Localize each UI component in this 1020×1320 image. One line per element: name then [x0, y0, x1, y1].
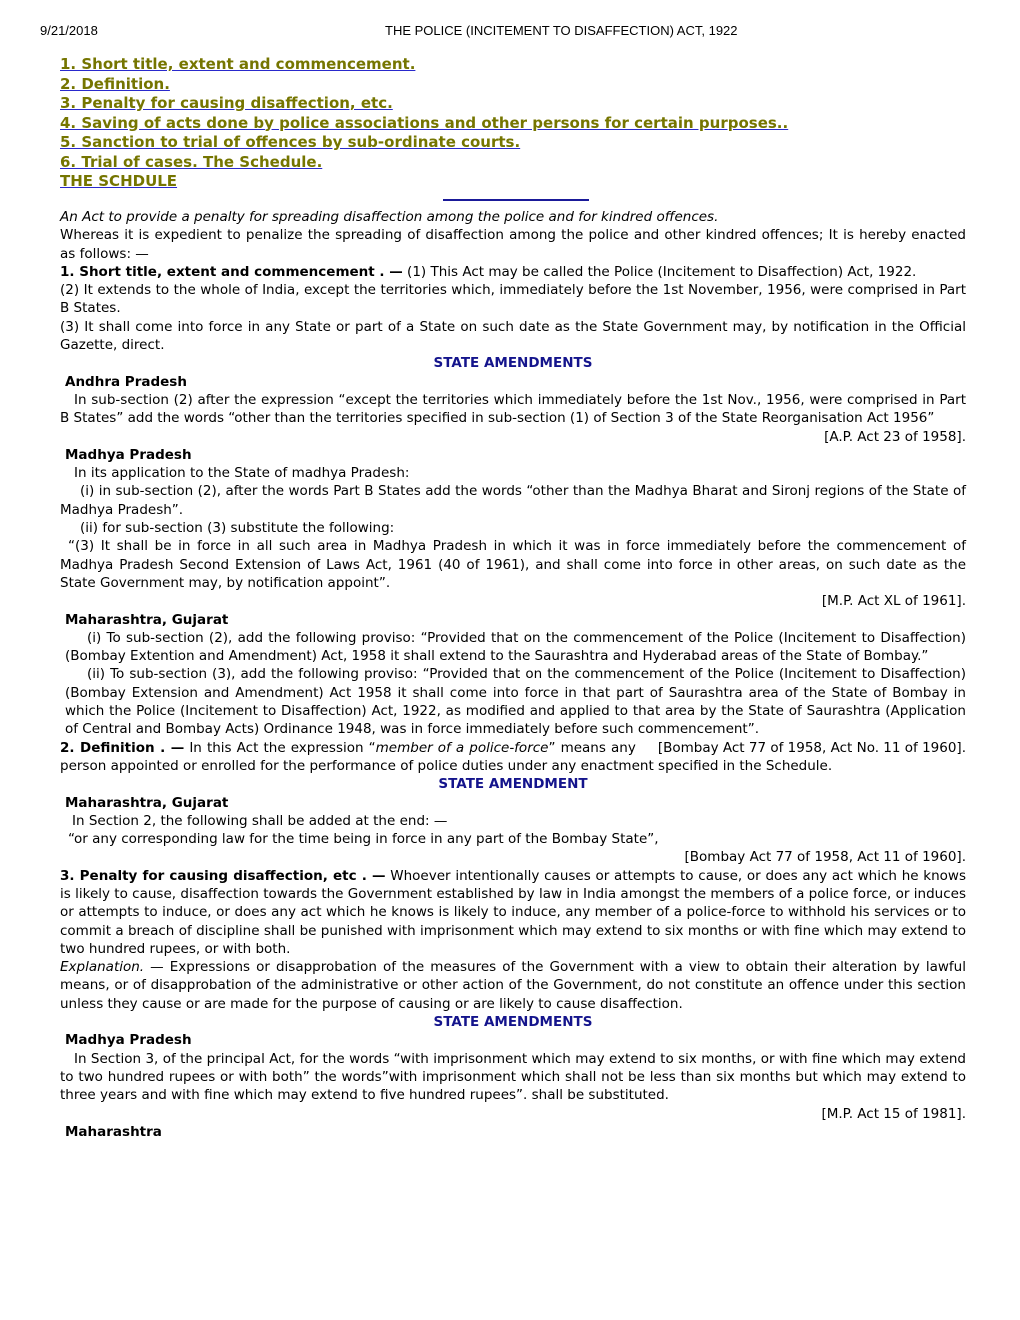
separator-rule: [443, 199, 589, 201]
state-amendments-heading-3: STATE AMENDMENTS: [433, 1014, 593, 1031]
citation-mp-act-xl-1961: [M.P. Act XL of 1961].: [821, 593, 966, 610]
andhra-amendment-paragraph: In sub-section (2) after the expression “except the territories which immediately before the 1st Nov., 1956, were comprised in Part B States” add the words “other than the territories specified in sub-section (1) of Section 3 of the State Reorganisation Act 1956”: [60, 391, 966, 427]
toc-row: [60, 75, 788, 95]
state-heading-maharashtra-3: Maharashtra: [65, 1123, 162, 1140]
madhya2-amendment-paragraph: In Section 3, of the principal Act, for the words “with imprisonment which may extend to six months, or with fine which may extend to two hundred rupees or with both” the words”with imprisonment which shall not be less than six months but which may extend to three years and with fine which may extend to five hundred rupees”. shall be substituted.: [60, 1050, 966, 1104]
toc-link-trial-of-cases[interactable]: 6. Trial of cases. The Schedule.: [60, 152, 323, 171]
madhya1-substituted-subsection-paragraph: “(3) It shall be in force in all such area in Madhya Pradesh in which it was in force immediately before the commencement of Madhya Pradesh Second Extension of Laws Act, 1961 (40 of 1961), and shall come into force in other areas, on such date as the State Government may, by notification appoint”.: [60, 538, 966, 591]
toc-row: [60, 94, 788, 114]
defined-term: member of a police-force: [375, 739, 549, 756]
toc-row: [60, 114, 788, 134]
table-of-contents: [60, 55, 788, 192]
maha1-item-i-paragraph: (i) To sub-section (2), add the following proviso: “Provided that on the commencement of the Police (Incitement to Disaffection) (Bombay Extention and Amendment) Act, 1958 it shall extend to the Saurashtra and Hyderabad areas of the State of Bombay.”: [65, 629, 966, 665]
toc-row: [60, 172, 788, 192]
toc-link-penalty[interactable]: 3. Penalty for causing disaffection, etc.: [60, 94, 393, 112]
citation-bombay-act-77-1958-no-11-1960: [Bombay Act 77 of 1958, Act No. 11 of 1960].: [657, 739, 966, 756]
state-heading-andhra-pradesh: Andhra Pradesh: [65, 373, 187, 390]
toc-row: [60, 133, 788, 153]
section-1-sub2-paragraph: (2) It extends to the whole of India, except the territories which, immediately before the 1st November, 1956, were comprised in Part B States.: [60, 282, 966, 317]
section-2-heading: 2. Definition . —: [60, 739, 185, 756]
state-amendment-heading-2: STATE AMENDMENT: [438, 776, 588, 793]
citation-bombay-act-77-1958-11-1960: [Bombay Act 77 of 1958, Act 11 of 1960].: [684, 849, 966, 866]
header-title: THE POLICE (INCITEMENT TO DISAFFECTION) ACT, 1922: [385, 23, 738, 38]
state-heading-madhya-pradesh-2: Madhya Pradesh: [65, 1032, 192, 1049]
madhya1-item-i-paragraph: (i) in sub-section (2), after the words Part B States add the words “other than the Madhya Bharat and Sironj regions of the State of Madhya Pradesh”.: [60, 483, 966, 518]
state-heading-maharashtra-gujarat-1: Maharashtra, Gujarat: [65, 611, 229, 628]
madhya1-item-ii-line: (ii) for sub-section (3) substitute the following:: [80, 520, 395, 537]
toc-row: [60, 55, 788, 75]
section-1-paragraph: 1. Short title, extent and commencement . — (1) This Act may be called the Police (Incitement to Disaffection) Act, 1922.: [60, 263, 917, 280]
maha1-item-ii-paragraph: (ii) To sub-section (3), add the following proviso: “Provided that on the commencement of the Police (Incitement to Disaffection) (Bombay Extension and Amendment) Act 1958 it shall come into force in that part of Saurashtra area of the State of Bombay in which the Police (Incitement to Disaffection) Act, 1922, as modified and applied to that area by the State of Saurashtra (Application of Central and Bombay Acts) Ordinance 1948, was in force immediately before such commencement”. [Bombay Act 77 of 1958, Act No. 11 of 1960].: [65, 666, 966, 756]
print-header: [0, 24, 1020, 40]
maha2-line-1: In Section 2, the following shall be added at the end: —: [72, 812, 448, 829]
section-2-paragraph: 2. Definition . — In this Act the expression “member of a police-force” means any person appointed or enrolled for the performance of police duties under any enactment specified in the Schedule.: [60, 739, 833, 774]
toc-link-sanction[interactable]: 5. Sanction to trial of offences by sub-ordinate courts.: [60, 133, 521, 151]
state-amendments-heading-1: STATE AMENDMENTS: [433, 355, 593, 372]
citation-ap-act-23-1958: [A.P. Act 23 of 1958].: [824, 428, 966, 445]
state-heading-madhya-pradesh-1: Madhya Pradesh: [65, 446, 192, 463]
maha2-line-2: “or any corresponding law for the time being in force in any part of the Bombay State”,: [68, 831, 659, 848]
explanation-label: Explanation.: [60, 959, 145, 976]
toc-link-the-schedule[interactable]: THE SCHDULE: [60, 172, 178, 190]
section-3-heading: 3. Penalty for causing disaffection, etc . —: [60, 867, 386, 884]
section-3-paragraph: 3. Penalty for causing disaffection, etc . — Whoever intentionally causes or attempts to cause, or does any act which he knows is likely to cause, disaffection towards the Government established by law in India amongst the members of a police force, or induces or attempts to induce, or does any act which he knows is likely to induce, any member of a police-force to withhold his services or to commit a breach of discipline shall be punished with imprisonment which may extend to six months or with fine which may extend to two hundred rupees, or with both.: [60, 867, 966, 957]
header-date: 9/21/2018: [40, 23, 98, 38]
toc-row: [60, 153, 788, 173]
act-body: [60, 208, 966, 1141]
state-heading-maharashtra-gujarat-2: Maharashtra, Gujarat: [65, 794, 229, 811]
toc-link-short-title[interactable]: 1. Short title, extent and commencement.: [60, 55, 416, 73]
toc-link-definition[interactable]: 2. Definition.: [60, 74, 170, 93]
section-1-heading: 1. Short title, extent and commencement . —: [60, 263, 403, 280]
citation-mp-act-15-1981: [M.P. Act 15 of 1981].: [821, 1105, 966, 1122]
madhya1-intro-line: In its application to the State of madhya Pradesh:: [74, 465, 410, 482]
section-1-sub3-paragraph: (3) It shall come into force in any State or part of a State on such date as the State Government may, by notification in the Official Gazette, direct.: [60, 318, 966, 354]
whereas-paragraph: Whereas it is expedient to penalize the spreading of disaffection among the police and other kindred offences; It is hereby enacted as follows: —: [60, 227, 966, 262]
explanation-paragraph: Explanation. — Expressions or disapprobation of the measures of the Government with a view to obtain their alteration by lawful means, or of disapprobation of the administrative or other action of the Government, do not constitute an offence under this section unless they cause or are made for the purpose of causing or are likely to cause disaffection.: [60, 959, 966, 1012]
preamble-paragraph: An Act to provide a penalty for spreading disaffection among the police and for kindred offences.: [60, 209, 719, 225]
toc-link-saving-of-acts[interactable]: 4. Saving of acts done by police associations and other persons for certain purposes..: [60, 113, 789, 132]
